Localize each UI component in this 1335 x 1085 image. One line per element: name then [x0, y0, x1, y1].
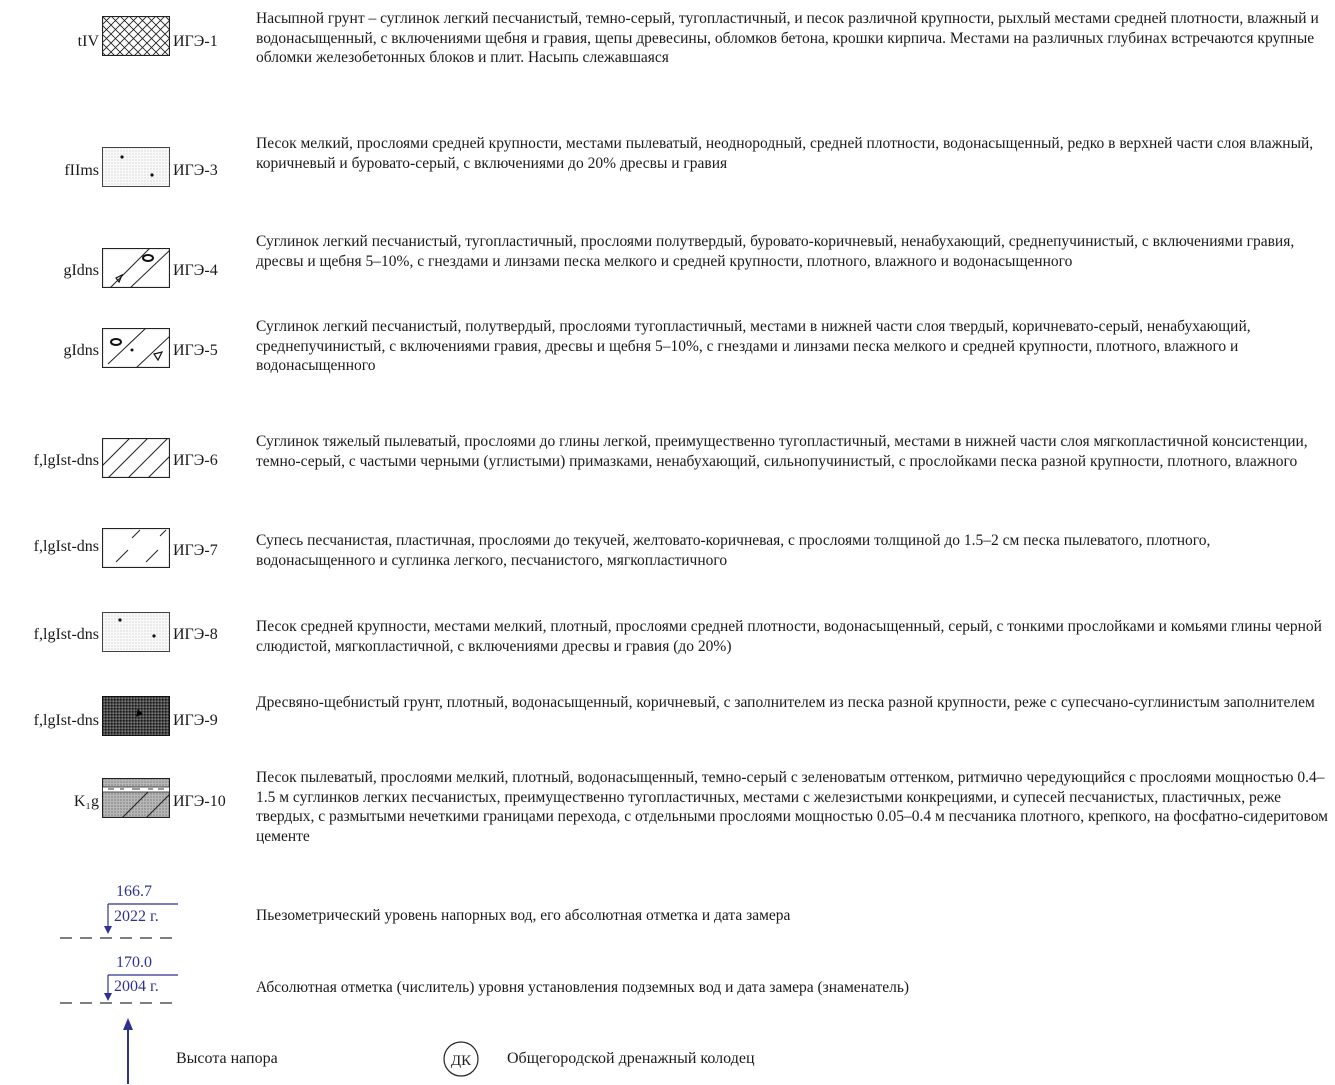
- layer-code: gIdns: [63, 262, 99, 279]
- layer-pattern-loam-gravel: [102, 248, 170, 288]
- water-level-value: 166.7: [116, 883, 152, 900]
- water-level-symbol: [60, 902, 180, 942]
- layer-description: Песок средней крупности, местами мелкий, плотный, прослоями средней плотности, водонасыщенный, серый, с тонкими прослойками и комьями глины черной слюдистой, мягкопластичной, с включениями дресвы и гравия (до 20%): [256, 618, 1322, 655]
- layer-pattern-dashed-diagonal: [102, 528, 170, 568]
- layer-description: Суглинок тяжелый пылеватый, прослоями до глины легкой, преимущественно тугопластичный, местами в нижней части слоя мягкопластичной консистенции, темно-серый, с частыми черными (углистыми) примазками, ненабухающий, сильнопучинистый, с прослойками песка разной крупности, плотного, влажного: [256, 433, 1308, 470]
- layer-code: gIdns: [63, 342, 99, 359]
- layer-ige-label: ИГЭ-5: [173, 342, 218, 359]
- layer-description: Песок мелкий, прослоями средней крупности, местами пылеватый, неоднородный, средней плотности, водонасыщенный, редко в верхней части слоя влажный, коричневый и буровато-серый, с включениями до 20% дресвы и гравия: [256, 135, 1314, 172]
- layer-pattern-loam-gravel-2: [102, 328, 170, 368]
- water-level-description: Абсолютная отметка (числитель) уровня установления подземных вод и дата замера (знаменатель): [256, 979, 910, 996]
- water-level-date: 2004 г.: [114, 978, 159, 995]
- layer-description: Суглинок легкий песчанистый, полутвердый, прослоями тугопластичный, местами в нижней части слоя твердый, коричневато-серый, ненабухающий, среднепучинистый, с включениями гравия, дресвы и щебня 5–10%, с гнездами и линзами песка мелкого и средней крупности, плотного, влажного и водонасыщенного: [256, 318, 1251, 374]
- layer-ige-label: ИГЭ-4: [173, 262, 218, 279]
- layer-pattern-dark-gravel: [102, 696, 170, 736]
- layer-code: f,lgIst-dns: [33, 712, 99, 729]
- layer-code: fIIms: [64, 162, 99, 179]
- layer-code: K₁g: [73, 793, 99, 810]
- layer-pattern-layered-sand: [102, 778, 170, 818]
- water-level-symbol: [60, 973, 180, 1013]
- head-height-arrow-icon: [120, 1018, 136, 1084]
- layer-code: f,lgIst-dns: [33, 626, 99, 643]
- layer-ige-label: ИГЭ-1: [173, 33, 218, 50]
- layer-ige-label: ИГЭ-3: [173, 162, 218, 179]
- layer-code: f,lgIst-dns: [33, 452, 99, 469]
- layer-code: f,lgIst-dns: [33, 538, 99, 555]
- layer-description: Супесь песчанистая, пластичная, прослоями до текучей, желтовато-коричневая, с прослоями толщиной до 1.5–2 см песка пылеватого, плотного, водонасыщенного и суглинка легкого, песчанистого, мягкопластичного: [256, 532, 1211, 569]
- layer-description: Суглинок легкий песчанистый, тугопластичный, прослоями полутвердый, буровато-коричневый, ненабухающий, среднепучинистый, с включениями гравия, дресвы и щебня 5–10%, с гнездами и линзами песка мелкого и средней крупности, плотного, влажного и водонасыщенного: [256, 233, 1295, 270]
- drain-well-icon: [440, 1038, 482, 1080]
- layer-description: Песок пылеватый, прослоями мелкий, плотный, водонасыщенный, темно-серый с зеленоватым оттенком, ритмично чередующийся с прослоями мощностью 0.4–1.5 м суглинков легких песчанистых, преимущественно тугопластичных, местами с железистыми конкрециями, и супесей песчанистых, пластичных, реже твердых, с размытыми нечеткими границами перехода, с отдельными прослоями мощностью 0.05–0.4 м песчаника плотного, крепкого, на фосфатно-сидеритовом цементе: [256, 769, 1328, 845]
- drain-well-symbol: ДК: [450, 1053, 472, 1069]
- layer-pattern-crosshatch: [102, 16, 170, 56]
- layer-code: tIV: [77, 33, 99, 50]
- drain-well-label: Общегородской дренажный колодец: [507, 1050, 755, 1067]
- water-level-date: 2022 г.: [114, 908, 159, 925]
- layer-ige-label: ИГЭ-8: [173, 626, 218, 643]
- head-height-label: Высота напора: [176, 1050, 278, 1067]
- water-level-value: 170.0: [116, 954, 152, 971]
- layer-pattern-diagonal: [102, 438, 170, 478]
- layer-description: Дресвяно-щебнистый грунт, плотный, водонасыщенный, коричневый, с заполнителем из песка разной крупности, реже с супесчано-суглинистым заполнителем: [256, 694, 1315, 711]
- layer-ige-label: ИГЭ-6: [173, 452, 218, 469]
- layer-pattern-medium-sand: [102, 612, 170, 652]
- water-level-description: Пьезометрический уровень напорных вод, его абсолютная отметка и дата замера: [256, 907, 791, 924]
- layer-ige-label: ИГЭ-9: [173, 712, 218, 729]
- layer-ige-label: ИГЭ-7: [173, 542, 218, 559]
- layer-description: Насыпной грунт – суглинок легкий песчанистый, темно-серый, тугопластичный, и песок различной крупности, рыхлый местами средней плотности, влажный и водонасыщенный, с включениями щебня и гравия, щепы древесины, обломков бетона, крошки кирпича. Местами на различных глубинах встречаются крупные обломки железобетонных блоков и плит. Насыпь слежавшаяся: [256, 10, 1319, 66]
- layer-ige-label: ИГЭ-10: [173, 793, 226, 810]
- layer-pattern-fine-sand: [102, 147, 170, 187]
